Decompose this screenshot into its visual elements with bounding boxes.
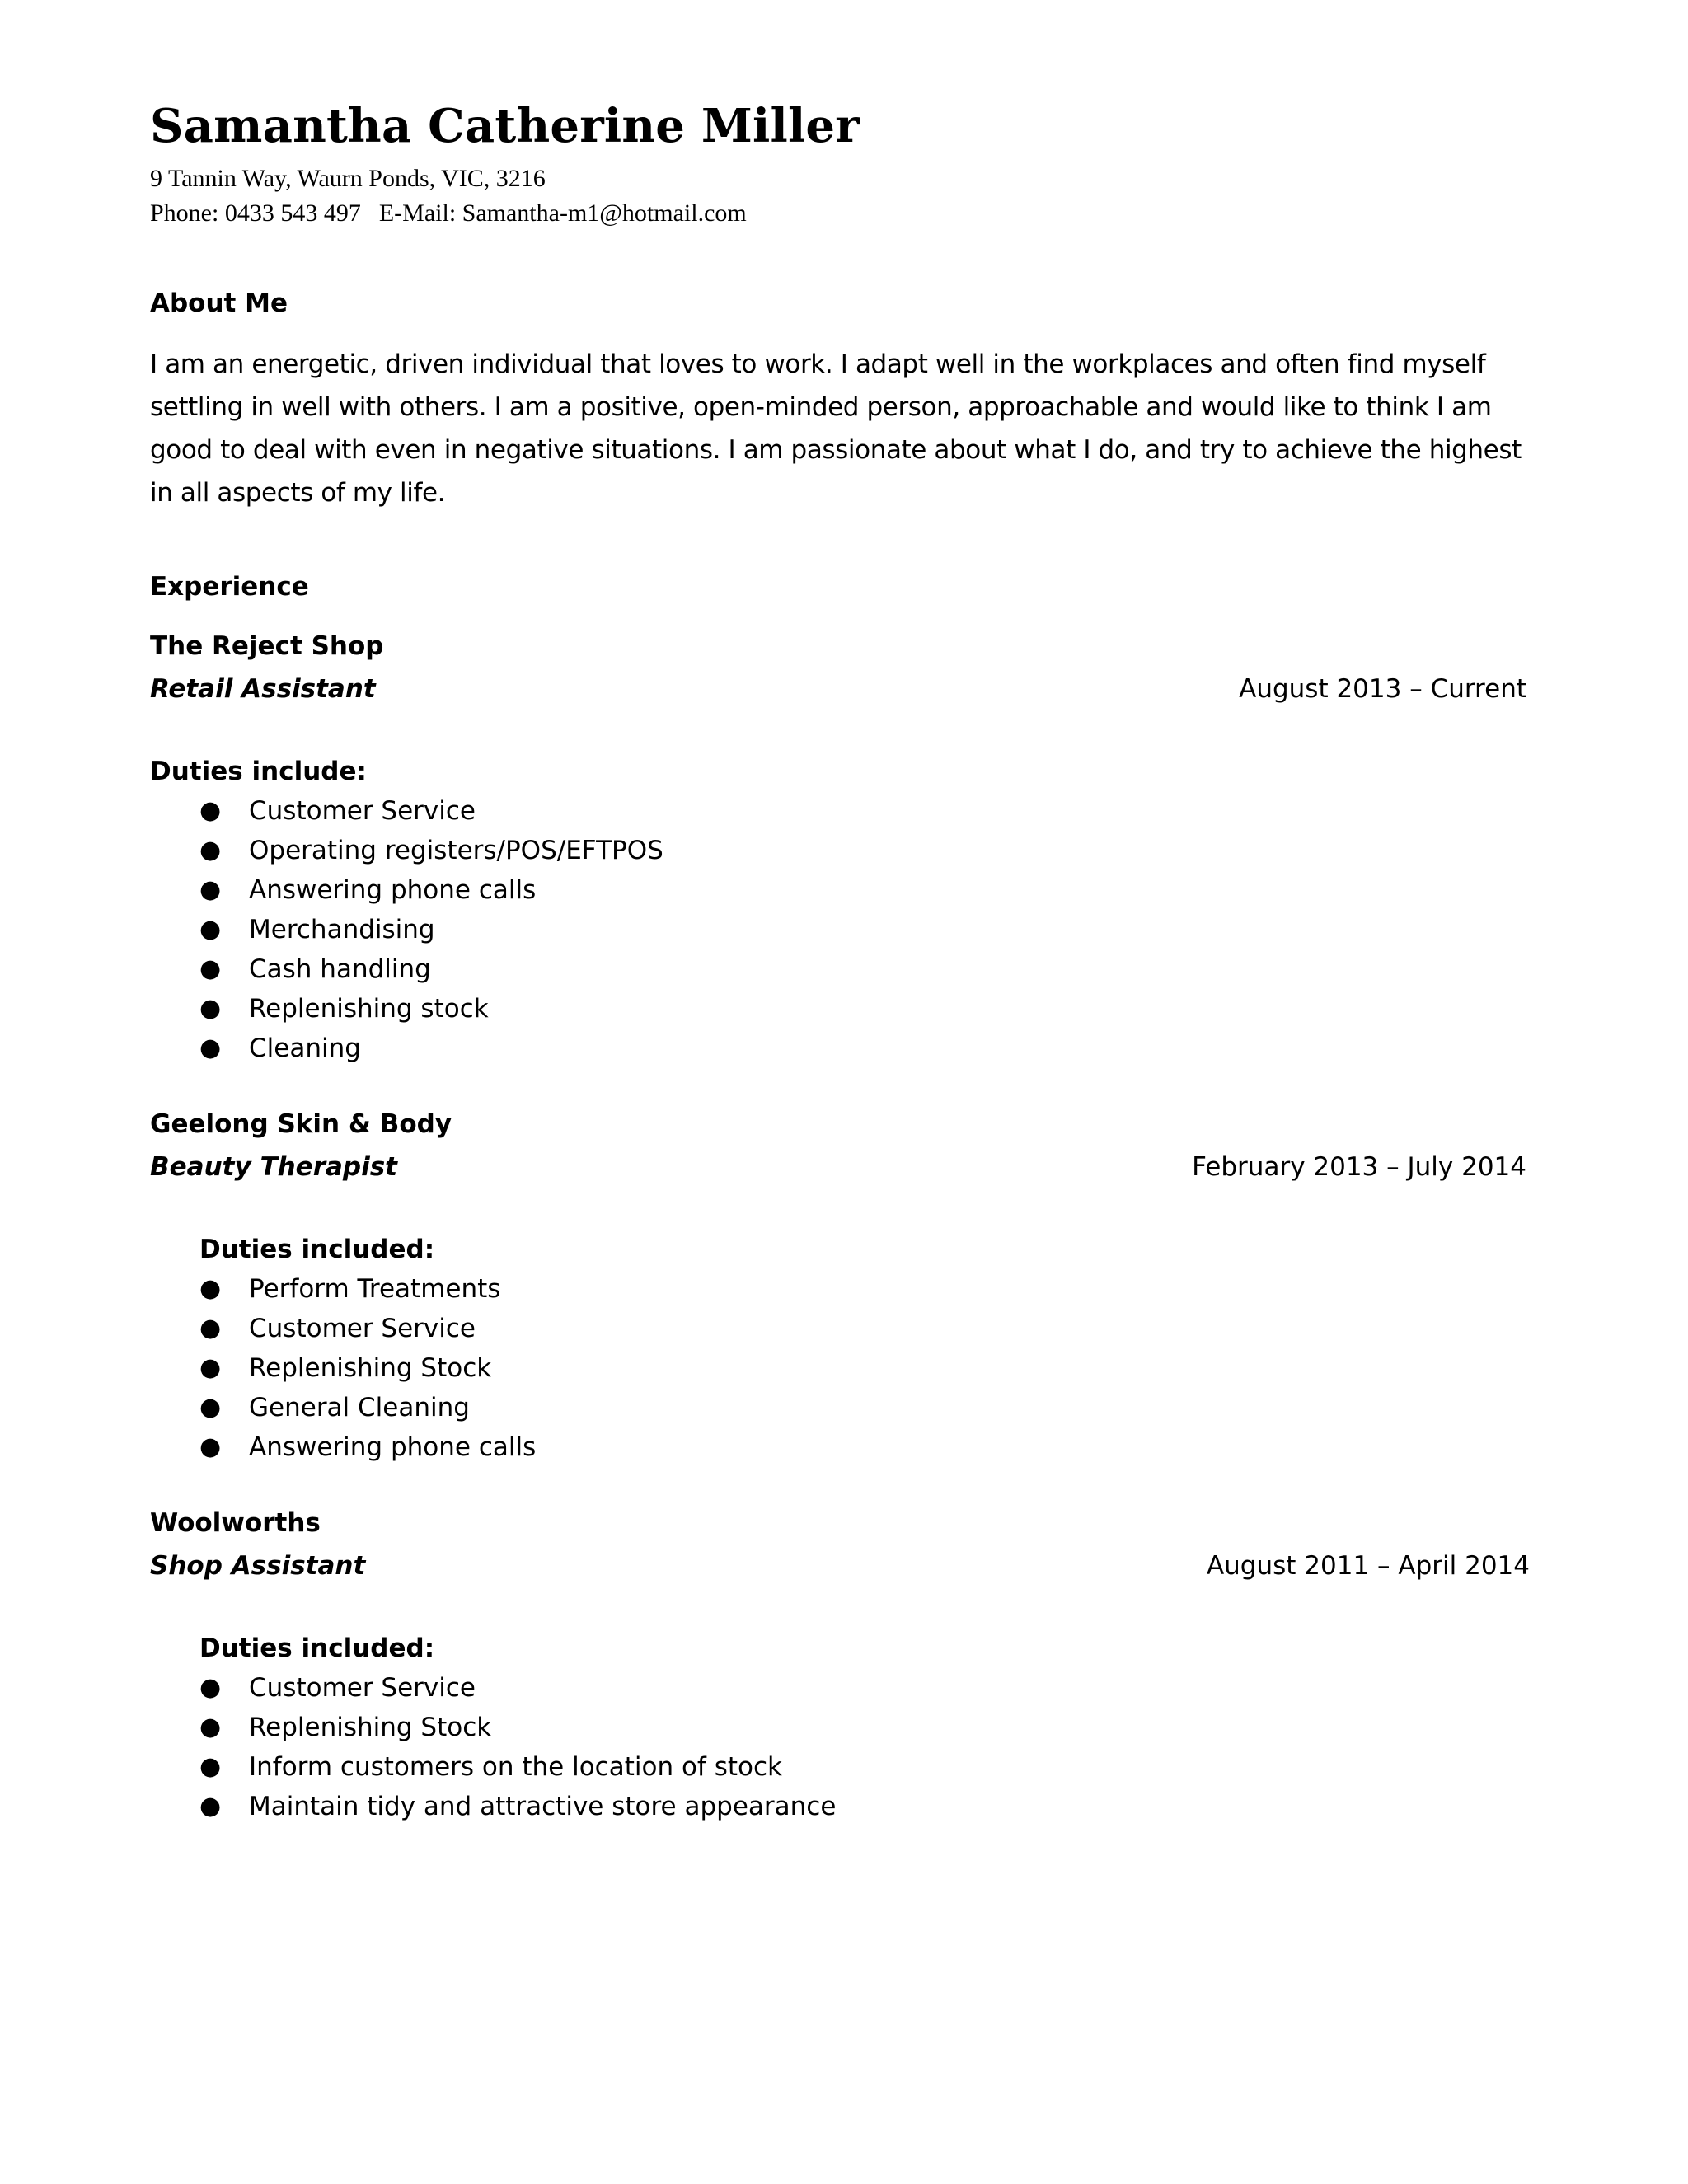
list-item: ● Answering phone calls bbox=[150, 870, 1526, 910]
job-dates: August 2013 – Current bbox=[1239, 674, 1526, 704]
bullet-icon: ● bbox=[199, 796, 222, 825]
phone-email-line bbox=[150, 196, 1526, 231]
bullet-icon: ● bbox=[199, 1033, 222, 1062]
bullet-icon: ● bbox=[199, 1752, 222, 1781]
duties-list bbox=[150, 1668, 1526, 1826]
bullet-icon: ● bbox=[199, 836, 222, 865]
job-entry bbox=[150, 625, 1526, 1068]
list-item: ● Customer Service bbox=[150, 1309, 1526, 1348]
list-item: ● Cleaning bbox=[150, 1029, 1526, 1068]
list-item: ● Cash handling bbox=[150, 949, 1526, 989]
about-paragraph: I am an energetic, driven individual that loves to work. I adapt well in the workplaces and often find myself settling in well with others. I am a positive, open-minded person, approachable and would like to think I am good to deal with even in negative situations. I am passionate about what I do, and try to achieve the highest in all aspects of my life. bbox=[150, 349, 1522, 508]
bullet-icon: ● bbox=[199, 1393, 222, 1422]
duties-label: Duties included: bbox=[199, 1633, 435, 1663]
bullet-icon: ● bbox=[199, 1673, 222, 1702]
job-dates: February 2013 – July 2014 bbox=[1192, 1152, 1526, 1182]
experience-heading: Experience bbox=[150, 572, 309, 602]
bullet-icon: ● bbox=[199, 1314, 222, 1343]
bullet-icon: ● bbox=[199, 994, 222, 1023]
duties-list bbox=[150, 1269, 1526, 1467]
list-item: ● Operating registers/POS/EFTPOS bbox=[150, 831, 1526, 870]
contact-block bbox=[150, 162, 1526, 231]
list-item: ● Maintain tidy and attractive store appearance bbox=[150, 1787, 1526, 1826]
duties-label: Duties included: bbox=[199, 1235, 435, 1264]
email-text: E-Mail: Samantha-m1@hotmail.com bbox=[378, 199, 747, 227]
list-item: ● Replenishing stock bbox=[150, 989, 1526, 1029]
bullet-icon: ● bbox=[199, 915, 222, 944]
list-item: ● Perform Treatments bbox=[150, 1269, 1526, 1309]
resume-name: Samantha Catherine Miller bbox=[150, 99, 860, 153]
phone-text: Phone: 0433 543 497 bbox=[150, 199, 361, 227]
role-row bbox=[150, 1544, 1530, 1587]
list-item: ● Inform customers on the location of stock bbox=[150, 1747, 1526, 1787]
duties-list bbox=[150, 791, 1526, 1068]
list-item: ● Replenishing Stock bbox=[150, 1348, 1526, 1388]
list-item: ● Customer Service bbox=[150, 1668, 1526, 1708]
bullet-icon: ● bbox=[199, 1432, 222, 1461]
duties-label: Duties include: bbox=[150, 757, 367, 786]
list-item: ● Answering phone calls bbox=[150, 1427, 1526, 1467]
list-item: ● Replenishing Stock bbox=[150, 1708, 1526, 1747]
bullet-icon: ● bbox=[199, 1713, 222, 1741]
job-role: Beauty Therapist bbox=[150, 1152, 397, 1182]
list-item: ● General Cleaning bbox=[150, 1388, 1526, 1427]
bullet-icon: ● bbox=[199, 1353, 222, 1382]
address-line: 9 Tannin Way, Waurn Ponds, VIC, 3216 bbox=[150, 165, 546, 192]
list-item: ● Customer Service bbox=[150, 791, 1526, 831]
bullet-icon: ● bbox=[199, 875, 222, 904]
role-row bbox=[150, 1146, 1526, 1188]
list-item: ● Merchandising bbox=[150, 910, 1526, 949]
employer-name: Geelong Skin & Body bbox=[150, 1109, 452, 1139]
bullet-icon: ● bbox=[199, 1274, 222, 1303]
job-dates: August 2011 – April 2014 bbox=[1206, 1551, 1530, 1581]
job-entry bbox=[150, 1502, 1530, 1826]
job-role: Retail Assistant bbox=[150, 674, 376, 704]
employer-name: Woolworths bbox=[150, 1508, 321, 1538]
bullet-icon: ● bbox=[199, 1792, 222, 1821]
job-entry bbox=[150, 1103, 1526, 1467]
job-role: Shop Assistant bbox=[150, 1551, 366, 1581]
resume-page bbox=[150, 97, 1530, 1826]
employer-name: The Reject Shop bbox=[150, 631, 384, 661]
role-row bbox=[150, 668, 1526, 710]
bullet-icon: ● bbox=[199, 954, 222, 983]
about-heading: About Me bbox=[150, 288, 288, 318]
